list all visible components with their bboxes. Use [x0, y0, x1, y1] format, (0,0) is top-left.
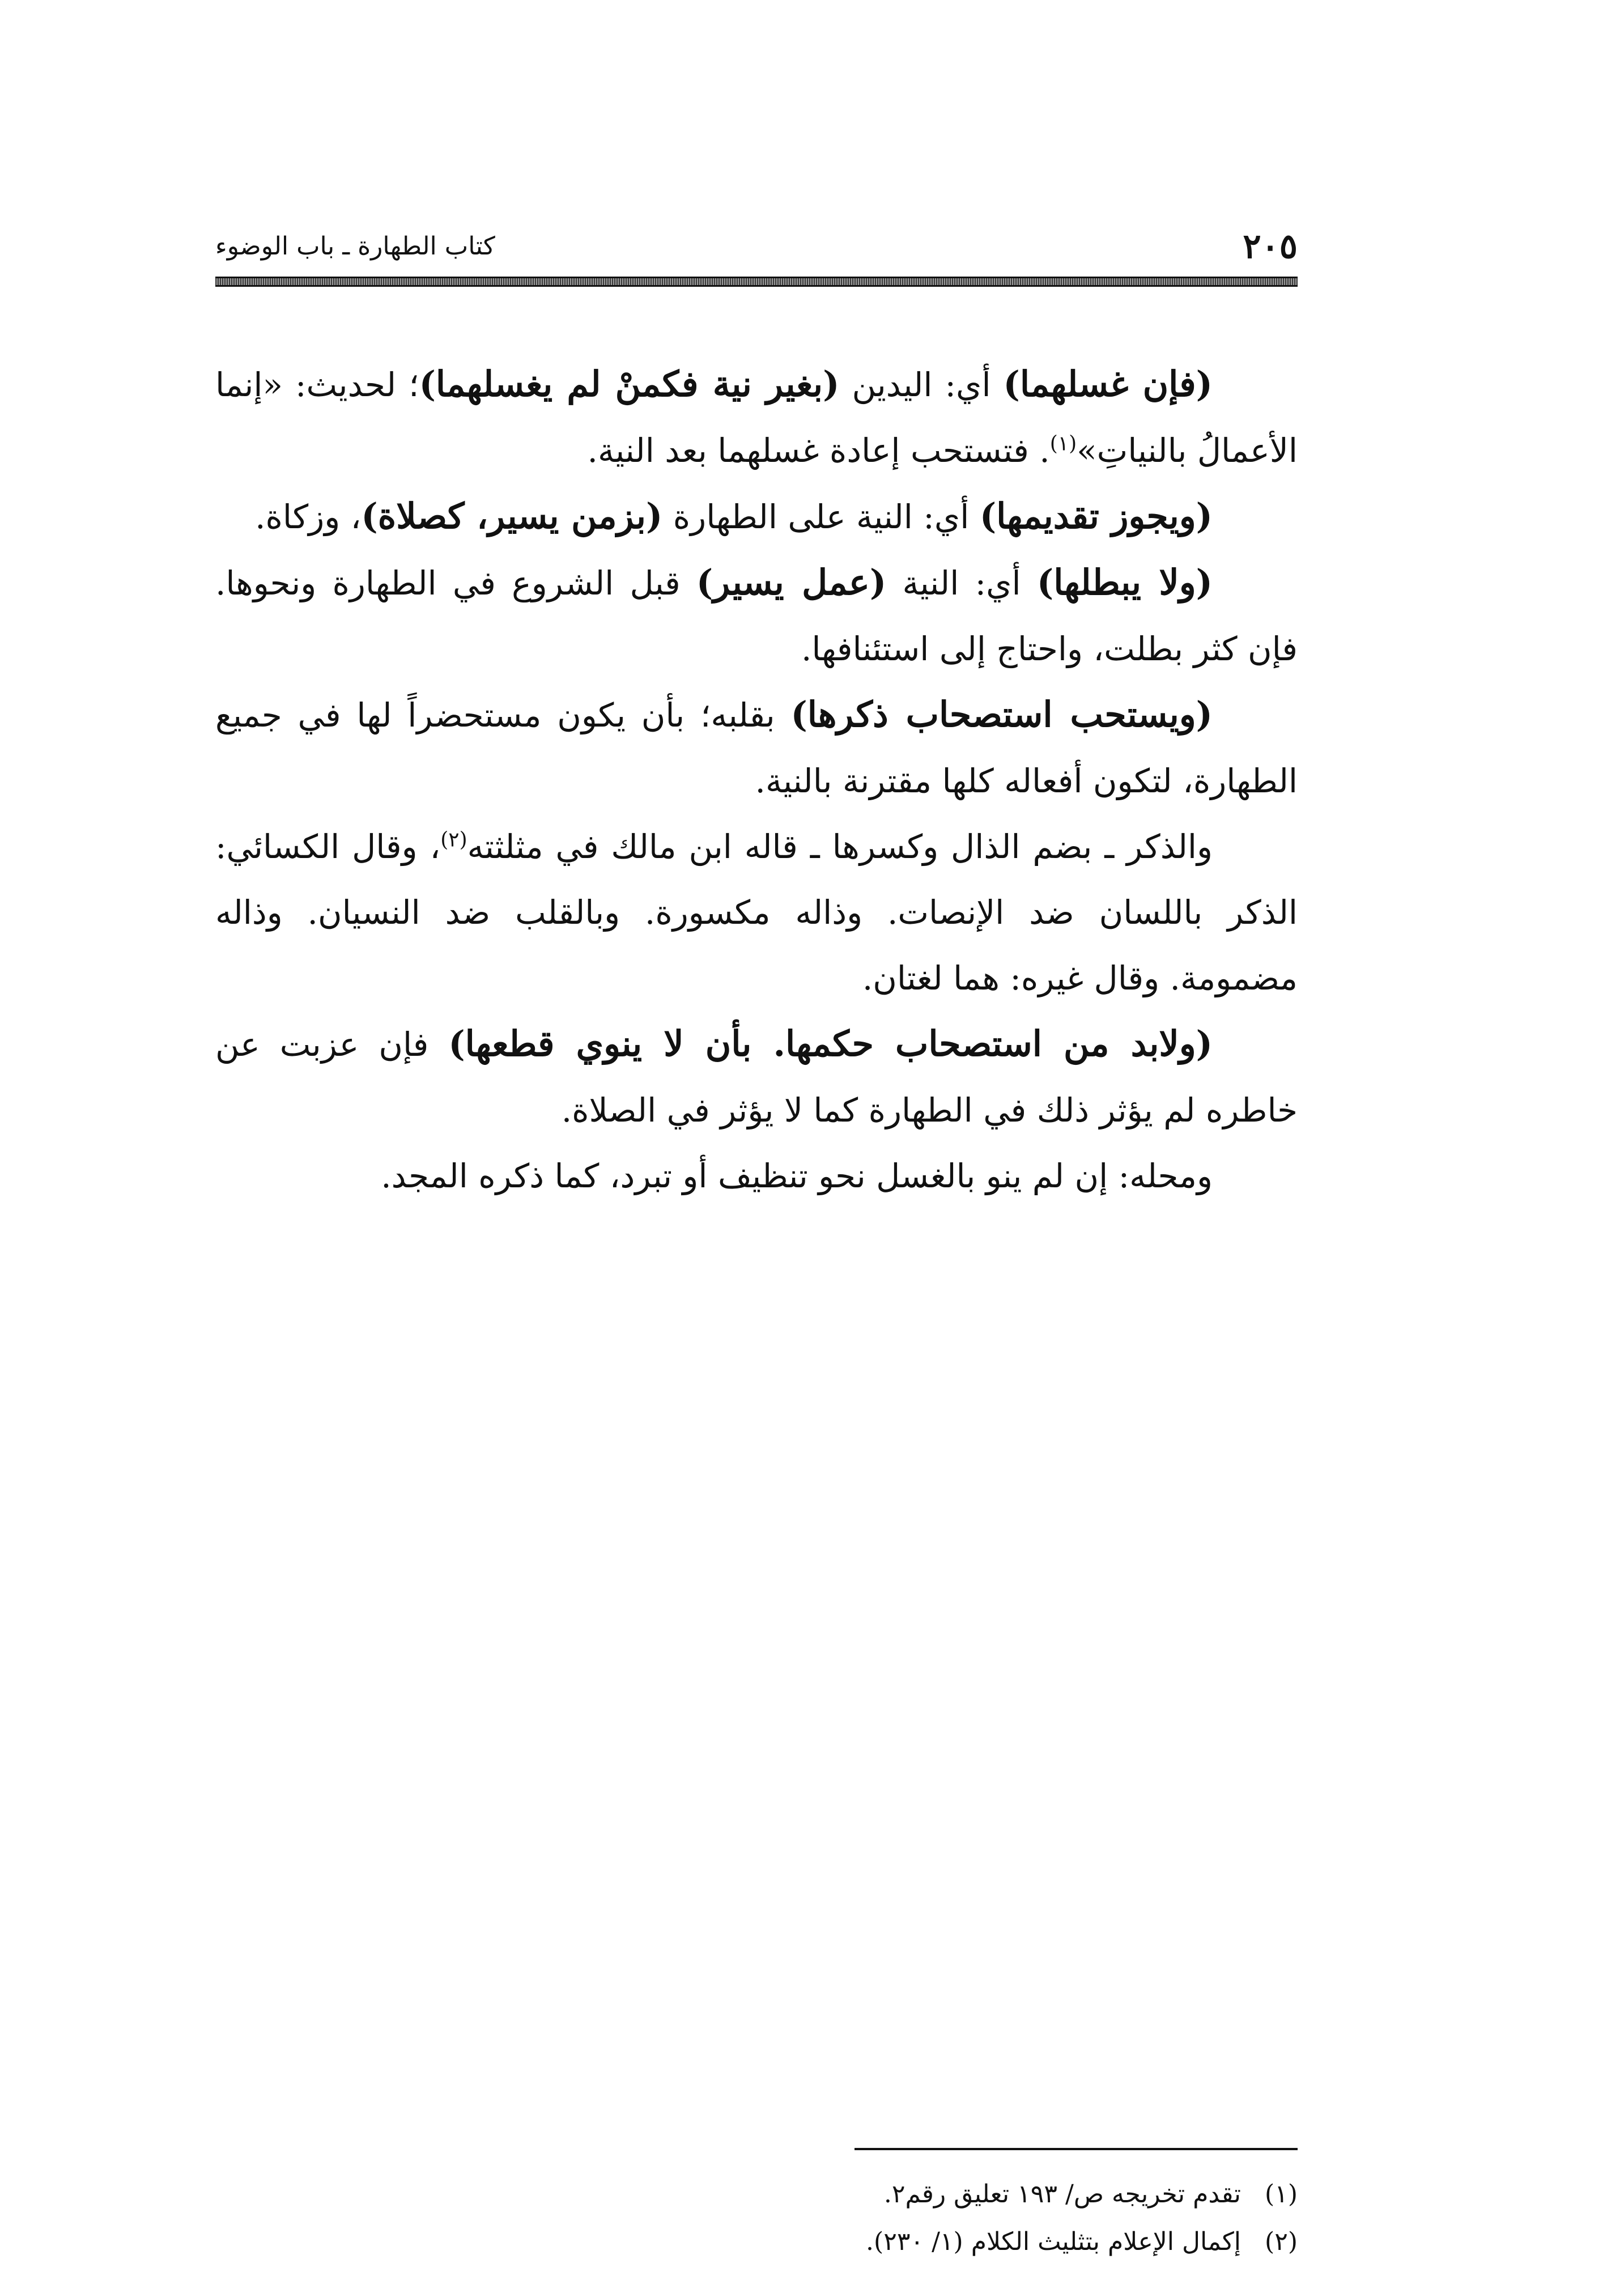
footnote-number: (٢) — [1265, 2227, 1298, 2256]
text-run: ؛ لحديث: «إنما الأعمالُ بالنياتِ» — [215, 366, 1298, 470]
text-run: بقلبه؛ بأن يكون مستحضراً لها في جميع الطهارة، لتكون أفعاله كلها مقترنة بالنية. — [215, 696, 1298, 800]
body-text — [215, 351, 1298, 1209]
paragraph-7 — [215, 1143, 1298, 1209]
footnote-separator — [854, 2148, 1298, 2150]
text-run: أي: النية — [886, 564, 1037, 602]
paragraph-3 — [215, 550, 1298, 682]
footnotes — [215, 2171, 1298, 2266]
paragraph-2 — [215, 483, 1298, 550]
text-run: أي: النية على الطهارة — [662, 498, 980, 536]
footnote-text: إكمال الإعلام بتثليث الكلام (١/ ٢٣٠). — [866, 2227, 1241, 2256]
paragraph-4 — [215, 682, 1298, 814]
page-header — [215, 224, 1298, 269]
paragraph-1 — [215, 351, 1298, 483]
paragraph-5 — [215, 814, 1298, 1011]
footnote-1 — [215, 2171, 1298, 2218]
bold-phrase: (ويستحب استصحاب ذكرها) — [790, 694, 1213, 735]
text-run: . فتستحب إعادة غسلهما بعد النية. — [587, 431, 1050, 470]
text-run: والذكر ـ بضم الذال وكسرها ـ قاله ابن مالك في مثلثته — [467, 827, 1213, 866]
text-run: قبل الشروع في الطهارة ونحوها. فإن كثر بطلت، واحتاج إلى استئنافها. — [215, 564, 1298, 668]
bold-phrase: (فإن غسلهما) — [1003, 363, 1213, 405]
header-rule — [215, 277, 1298, 287]
text-run: ومحله: إن لم ينو بالغسل نحو تنظيف أو تبرد، كما ذكره المجد. — [381, 1157, 1213, 1195]
bold-phrase: (بزمن يسير، كصلاة) — [361, 495, 663, 537]
footnote-reference: (٢) — [440, 828, 467, 852]
bold-phrase: (بغير نية فكمنْ لم يغسلهما) — [419, 363, 840, 405]
text-run: أي: اليدين — [839, 366, 1004, 404]
page-number: ٢٠٥ — [1243, 227, 1298, 266]
text-run: ، وزكاة. — [255, 498, 362, 536]
paragraph-6 — [215, 1011, 1298, 1143]
bold-phrase: (ولا يبطلها) — [1036, 562, 1213, 603]
running-title: كتاب الطهارة ـ باب الوضوء — [215, 232, 495, 261]
text-run: فإن عزبت عن خاطره لم يؤثر ذلك في الطهارة كما لا يؤثر في الصلاة. — [215, 1025, 1298, 1129]
footnote-text: تقدم تخريجه ص/ ١٩٣ تعليق رقم٢. — [883, 2180, 1241, 2209]
bold-phrase: (ولابد من استصحاب حكمها. بأن لا ينوي قطعها) — [448, 1023, 1213, 1064]
text-run: ، وقال الكسائي: الذكر باللسان ضد الإنصات. وذاله مكسورة. وبالقلب ضد النسيان. وذاله مضمومة. وقال غيره: هما لغتان. — [215, 827, 1298, 997]
footnote-reference: (١) — [1049, 432, 1077, 456]
bold-phrase: (ويجوز تقديمها) — [979, 495, 1213, 537]
footnote-number: (١) — [1265, 2180, 1298, 2209]
footnote-2 — [215, 2218, 1298, 2266]
bold-phrase: (عمل يسير) — [696, 562, 887, 603]
